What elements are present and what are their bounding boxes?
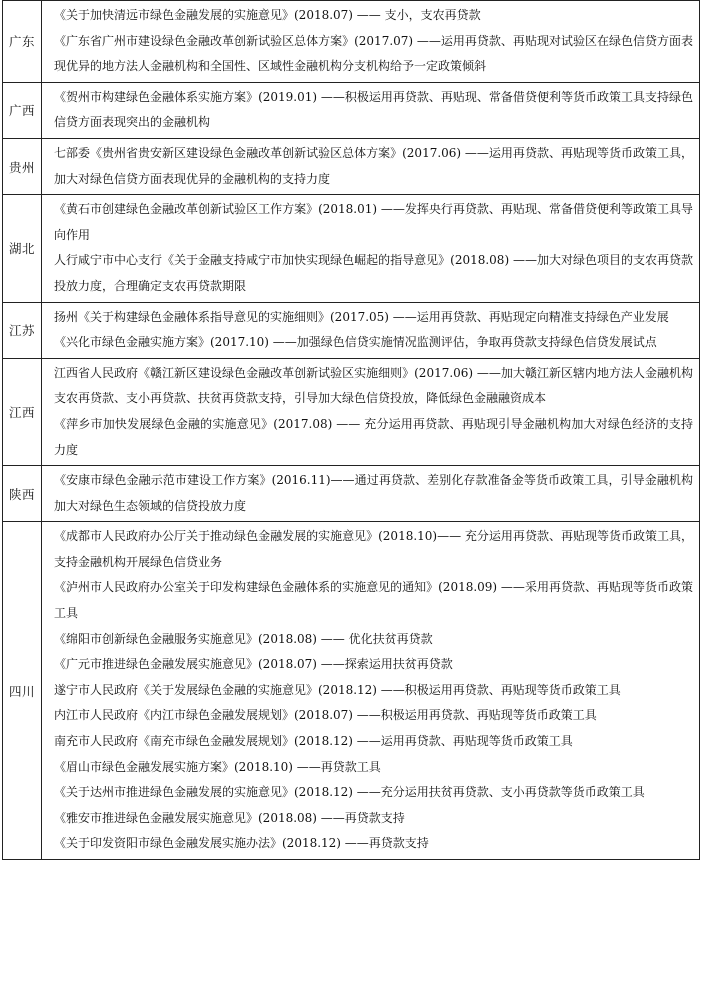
table-row [3,466,700,522]
policy-entry: 七部委《贵州省贵安新区建设绿色金融改革创新试验区总体方案》(2017.06) ——运用再贷款、再贴现等货币政策工具，加大对绿色信贷方面表现优异的金融机构的支持力度 [54,145,693,186]
policy-entry: 《广东省广州市建设绿色金融改革创新试验区总体方案》(2017.07) ——运用再贷款、再贴现对试验区在绿色信贷方面表现优异的地方法人金融机构和全国性、区域性金融机构分支机构给予一定政策倾斜 [54,33,693,74]
policy-entry: 《贺州市构建绿色金融体系实施方案》(2019.01) ——积极运用再贷款、再贴现、常备借贷便利等货币政策工具支持绿色信贷方面表现突出的金融机构 [54,89,693,130]
policy-entry: 《黄石市创建绿色金融改革创新试验区工作方案》(2018.01) ——发挥央行再贷款、再贴现、常备借贷便利等政策工具导向作用 [54,202,693,242]
province-cell: 广西 [3,82,42,138]
policy-entry: 江西省人民政府《赣江新区建设绿色金融改革创新试验区实施细则》(2017.06) ——加大赣江新区辖内地方法人金融机构支农再贷款、支小再贷款、扶贫再贷款支持，引导加大绿色信贷投放，降低绿色金融融资成本 [54,365,693,406]
policy-items-cell [42,358,700,465]
province-cell: 四川 [3,522,42,860]
table-row [3,522,700,860]
policy-table-body [3,1,700,860]
table-row [3,82,700,138]
policy-entry: 《关于加快清远市绿色金融发展的实施意见》(2018.07) —— 支小，支农再贷款 [54,8,481,22]
policy-items-cell [42,302,700,358]
table-row [3,302,700,358]
province-cell: 江西 [3,358,42,465]
policy-table [2,0,700,860]
table-row [3,138,700,194]
table-row [3,358,700,465]
policy-entry: 《眉山市绿色金融发展实施方案》(2018.10) ——再贷款工具 [54,759,381,774]
province-cell: 广东 [3,1,42,83]
policy-entry: 遂宁市人民政府《关于发展绿色金融的实施意见》(2018.12) ——积极运用再贷款、再贴现等货币政策工具 [54,682,621,697]
policy-entry: 《成都市人民政府办公厅关于推动绿色金融发展的实施意见》(2018.10)—— 充分运用再贷款、再贴现等货币政策工具，支持金融机构开展绿色信贷业务 [54,529,693,569]
policy-items-cell [42,522,700,860]
province-cell: 湖北 [3,195,42,302]
policy-entry: 《雅安市推进绿色金融发展实施意见》(2018.08) ——再贷款支持 [54,810,405,825]
policy-entry: 《安康市绿色金融示范市建设工作方案》(2016.11)——通过再贷款、差别化存款准备金等货币政策工具，引导金融机构加大对绿色生态领域的信贷投放力度 [54,473,693,513]
policy-entry: 人行咸宁市中心支行《关于金融支持咸宁市加快实现绿色崛起的指导意见》(2018.08) ——加大对绿色项目的支农再贷款投放力度，合理确定支农再贷款期限 [54,253,693,293]
policy-items-cell [42,195,700,302]
policy-entry: 《兴化市绿色金融实施方案》(2017.10) ——加强绿色信贷实施情况监测评估，争取再贷款支持绿色信贷发展试点 [54,335,657,350]
policy-entry: 扬州《关于构建绿色金融体系指导意见的实施细则》(2017.05) ——运用再贷款、再贴现定向精准支持绿色产业发展 [54,309,669,324]
table-row [3,195,700,302]
policy-entry: 内江市人民政府《内江市绿色金融发展规划》(2018.07) ——积极运用再贷款、再贴现等货币政策工具 [54,708,597,723]
policy-entry: 《泸州市人民政府办公室关于印发构建绿色金融体系的实施意见的通知》(2018.09) ——采用再贷款、再贴现等货币政策工具 [54,580,693,621]
policy-entry: 《关于印发资阳市绿色金融发展实施办法》(2018.12) ——再贷款支持 [54,836,429,851]
policy-items-cell [42,466,700,522]
policy-entry: 《萍乡市加快发展绿色金融的实施意见》(2017.08) —— 充分运用再贷款、再贴现引导金融机构加大对绿色经济的支持力度 [54,416,693,457]
policy-items-cell [42,138,700,194]
policy-entry: 《绵阳市创新绿色金融服务实施意见》(2018.08) —— 优化扶贫再贷款 [54,631,433,646]
policy-entry: 南充市人民政府《南充市绿色金融发展规划》(2018.12) ——运用再贷款、再贴现等货币政策工具 [54,734,573,749]
province-cell: 贵州 [3,138,42,194]
policy-entry: 《广元市推进绿色金融发展实施意见》(2018.07) ——探索运用扶贫再贷款 [54,657,453,672]
policy-items-cell [42,1,700,83]
province-cell: 陕西 [3,466,42,522]
policy-entry: 《关于达州市推进绿色金融发展的实施意见》(2018.12) ——充分运用扶贫再贷款、支小再贷款等货币政策工具 [54,785,645,800]
table-row [3,1,700,83]
province-cell: 江苏 [3,302,42,358]
policy-items-cell [42,82,700,138]
